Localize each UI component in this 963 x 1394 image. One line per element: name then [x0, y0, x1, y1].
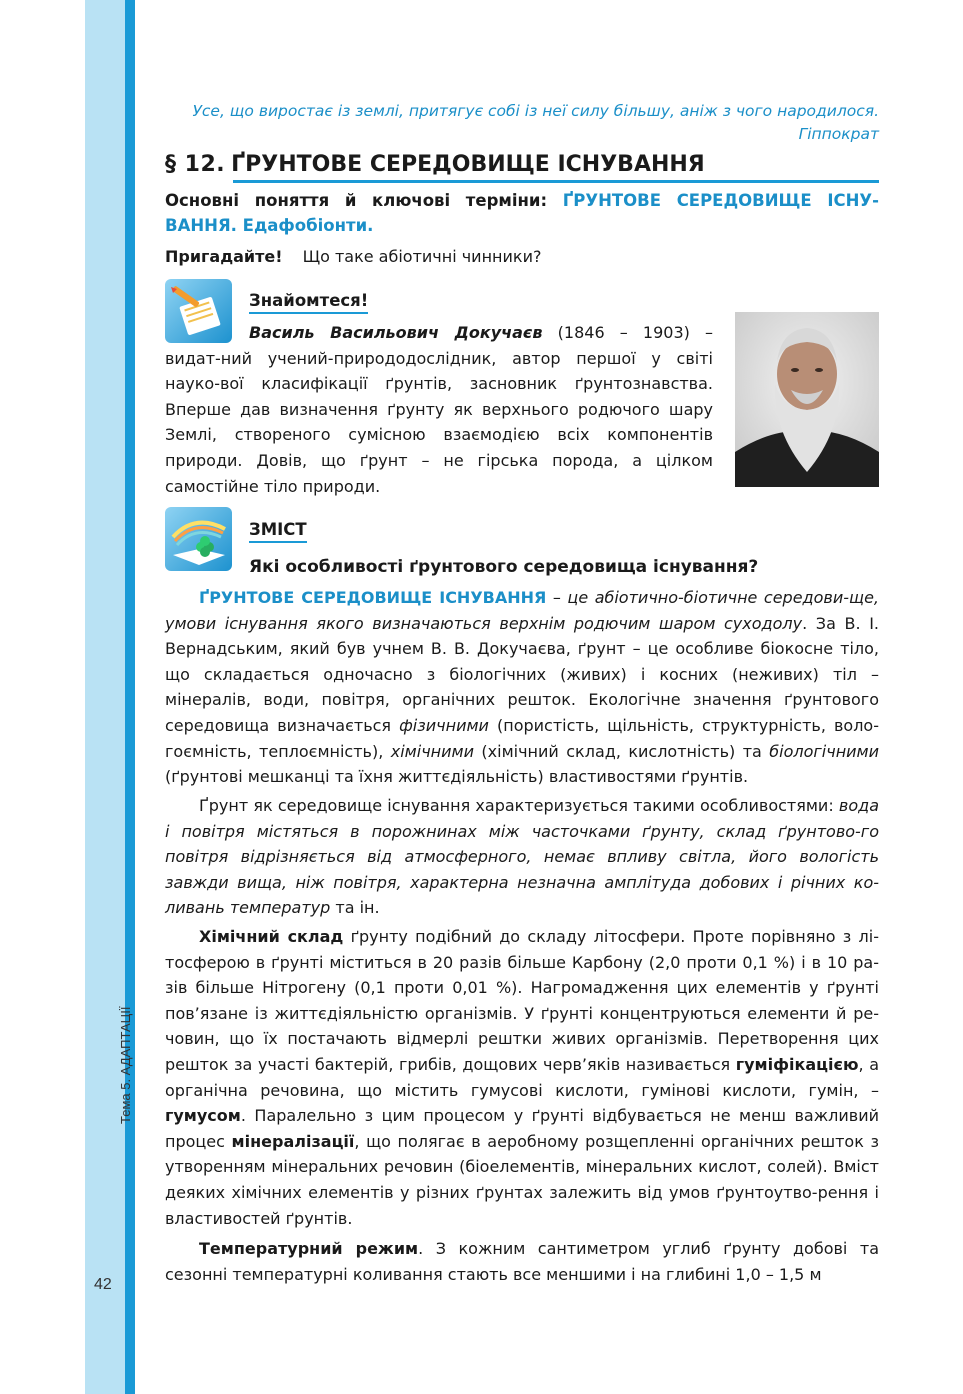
sidebar-stripe	[125, 0, 135, 1394]
paragraph-features: Ґрунт як середовище існування характеризується такими особливостями: вода і повітря містяться в порожнинах між часточками ґрунту, склад ґрунтово-го повітря відрізняється від атмосферного, немає впливу світла, його вологість завжди вища, ніж повітря, характерна незначна амплітуда добових і річних ко-ливань температур та ін.	[165, 796, 879, 918]
book-clover-icon	[165, 507, 232, 571]
paragraph-temperature: Температурний режим. З кожним сантиметром углиб ґрунту добові та сезонні температурні коливання стають все меншими і на глибині 1,0 – 1,5 м	[165, 1239, 879, 1284]
key-terms	[165, 188, 879, 238]
recall-label: Пригадайте!	[165, 247, 283, 266]
section-heading	[165, 152, 879, 181]
paragraph-chemical: Хімічний склад ґрунту подібний до складу літосфери. Проте порівняно з лі-тосферою в ґрунті міститься в 20 разів більше Карбону (2,0 проти 0,1 %) і в 10 ра-зів більше Нітрогену (0,1 проти 0,01 %). Нагромадження цих елементів у ґрунті пов’язане із життєдіяльністю організмів. У ґрунті концентруються елементи й ре-човин, що їх постачають відмерлі рештки живих організмів. Перетворення цих решток за участі бактерій, грибів, дощових черв’яків називається гуміфікацією, а органічна речовина, що містить гумусові кислоти, гумінові кислоти, гумін, – гумусом. Паралельно з цим процесом у ґрунті відбувається не менш важливий процес мінералізації, що полягає в аеробному розщепленні органічних решток з утворенням мінеральних речовин (біоелементів, мінеральних кислот, солей). Вміст деяких хімічних елементів у різних ґрунтах залежить від умов ґрунтоутво-рення і властивостей ґрунтів.	[165, 927, 880, 1228]
sidebar	[0, 0, 133, 1394]
content-question: Які особливості ґрунтового середовища існування?	[249, 557, 759, 577]
paragraph-definition: ҐРУНТОВЕ СЕРЕДОВИЩЕ ІСНУВАННЯ – це абіотично-біотичне середови-ще, умови існування якого визначаються верхнім родючим шаром суходолу. За В. І. Вернадським, який був учнем В. В. Докучаєва, ґрунт – це особливе біокосне тіло, що складається одночасно з біологічних (живих) і косних (неживих) тіл – мінералів, води, повітря, органічних решток. Екологічне значення ґрунтового середовища визначається фізичними (пористість, щільність, структурність, воло-гоємність, теплоємність), хімічними (хімічний склад, кислотність) та біологічними (ґрунтові мешканці та їхня життєдіяльність) властивостями ґрунтів.	[165, 588, 880, 787]
biography-text: Василь Васильович Докучаєв (1846 – 1903) – видат-ний учений-природодослідник, автор першої у світі науко-вої класифікації ґрунтів, засновник ґрунтознавства. Вперше дав визначення ґрунту як верхнього родючого шару Землі, створеного сумісною взаємодією всіх компонентів природи. Довів, що ґрунт – не гірська порода, а цілком самостійне тіло природи.	[165, 323, 714, 496]
key-terms-label: Основні поняття й ключові терміни:	[165, 191, 548, 210]
sidebar-band	[85, 0, 125, 1394]
section-number: § 12.	[165, 152, 226, 177]
epigraph-quote: Усе, що виростає із землі, притягує собі із неї силу більшу, аніж з чого народилося.	[192, 102, 879, 120]
recall-prompt	[165, 247, 879, 266]
epigraph-author: Гіппократ	[798, 125, 879, 143]
portrait-photo	[735, 312, 879, 487]
meet-label: Знайомтеся!	[249, 291, 368, 314]
page-number: 42	[94, 1276, 112, 1293]
heading-underline	[233, 180, 879, 183]
recall-question: Що таке абіотичні чинники?	[302, 247, 542, 266]
scientist-name: Василь Васильович Докучаєв	[249, 323, 543, 342]
epigraph	[165, 100, 879, 146]
topic-label: Тема 5. АДАПТАЦІЇ	[118, 1006, 133, 1124]
section-title: ҐРУНТОВЕ СЕРЕДОВИЩЕ ІСНУВАННЯ	[231, 152, 705, 177]
key-terms-list: ҐРУНТОВЕ СЕРЕДОВИЩЕ ІСНУ-ВАННЯ. Едафобіонти.	[165, 191, 879, 235]
content-label: ЗМІСТ	[249, 520, 307, 543]
